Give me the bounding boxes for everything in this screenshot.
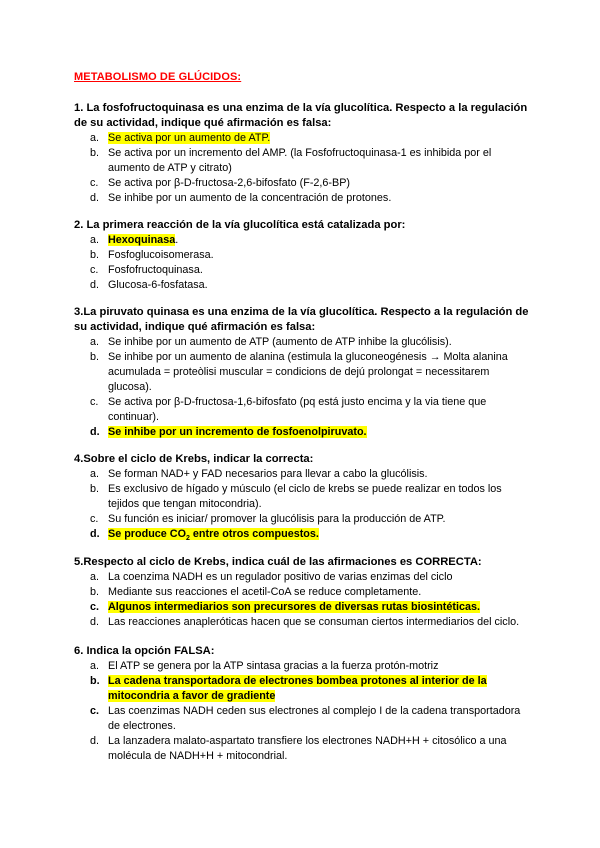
- option-a: a. Se inhibe por un aumento de ATP (aumento de ATP inhibe la glucólisis).: [90, 336, 452, 348]
- option-d: d. La lanzadera malato-aspartato transfiere los electrones NADH+H + citosólico a una molécula de NADH+H + mitocondrial.: [90, 735, 507, 762]
- page-title: METABOLISMO DE GLÚCIDOS:: [74, 71, 242, 83]
- option-b: b. Se inhibe por un aumento de alanina (estimula la gluconeogénesis → Molta alanina acumulada = proteòlisi muscular = condicions de dejú prolongat = necessitarem glucosa).: [90, 351, 508, 393]
- option-d: d. Se inhibe por un incremento de fosfoenolpiruvato.: [90, 426, 367, 438]
- option-a: a. El ATP se genera por la ATP sintasa gracias a la fuerza protón-motriz: [90, 660, 439, 672]
- highlighted-answer: La cadena transportadora de electrones bombea protones al interior de la mitocondria a favor de gradiente: [108, 675, 487, 702]
- options-list: [74, 467, 534, 546]
- options-list: [74, 233, 534, 293]
- option-d: d. Se produce $CO_2$ entre otros compuestos.: [90, 528, 319, 543]
- option-d: d. Glucosa-6-fosfatasa.: [90, 279, 208, 291]
- question-4: [74, 452, 534, 546]
- question-text: 3.La piruvato quinasa es una enzima de la vía glucolítica. Respecto a la regulación de su actividad, indique qué afirmación es falsa:: [74, 306, 529, 333]
- question-6: [74, 644, 534, 764]
- option-a: a. Se activa por un aumento de ATP.: [90, 132, 271, 144]
- options-list: [74, 131, 534, 206]
- option-a: a. La coenzima NADH es un regulador positivo de varias enzimas del ciclo: [90, 571, 453, 583]
- question-5: [74, 555, 534, 630]
- option-c: c. Fosfofructoquinasa.: [90, 264, 203, 276]
- option-c: c. Algunos intermediarios son precursores de diversas rutas biosintéticas.: [90, 601, 481, 613]
- question-text: 1. La fosfofructoquinasa es una enzima de la vía glucolítica. Respecto a la regulación de su actividad, indique qué afirmación es falsa:: [74, 102, 528, 129]
- option-d: d. Se inhibe por un aumento de la concentración de protones.: [90, 192, 392, 204]
- option-b: b. Mediante sus reacciones el acetil-CoA se reduce completamente.: [90, 586, 422, 598]
- option-b: b. Es exclusivo de hígado y músculo (el ciclo de krebs se puede realizar en todos los tejidos que tengan mitocondria).: [90, 483, 502, 510]
- question-1: [74, 101, 534, 206]
- option-b: b. Se activa por un incremento del AMP. (la Fosfofructoquinasa-1 es inhibida por el aumento de ATP y citrato): [90, 147, 492, 174]
- option-a: a. Hexoquinasa.: [90, 234, 179, 246]
- options-list: [74, 570, 534, 630]
- option-c: c. Las coenzimas NADH ceden sus electrones al complejo I de la cadena transportadora de electrones.: [90, 705, 521, 732]
- highlighted-answer: Se produce $CO_2$ entre otros compuestos.: [108, 528, 319, 543]
- highlighted-answer: Se activa por un aumento de ATP.: [108, 132, 271, 144]
- highlighted-answer: Se inhibe por un incremento de fosfoenolpiruvato.: [108, 426, 367, 438]
- question-3: [74, 305, 534, 440]
- options-list: [74, 335, 534, 440]
- question-text: 4.Sobre el ciclo de Krebs, indicar la correcta:: [74, 453, 314, 465]
- question-text: 2. La primera reacción de la vía glucolítica está catalizada por:: [74, 219, 406, 231]
- option-c: c. Su función es iniciar/ promover la glucólisis para la producción de ATP.: [90, 513, 446, 525]
- option-b: b. La cadena transportadora de electrones bombea protones al interior de la mitocondria a favor de gradiente: [90, 675, 487, 702]
- option-a: a. Se forman NAD+ y FAD necesarios para llevar a cabo la glucólisis.: [90, 468, 428, 480]
- option-b: b. Fosfoglucoisomerasa.: [90, 249, 214, 261]
- question-text: 5.Respecto al ciclo de Krebs, indica cuál de las afirmaciones es CORRECTA:: [74, 556, 482, 568]
- highlighted-answer: Algunos intermediarios son precursores de diversas rutas biosintéticas.: [108, 601, 481, 613]
- options-list: [74, 659, 534, 764]
- option-d: d. Las reacciones anapleróticas hacen que se consuman ciertos intermediarios del ciclo.: [90, 616, 520, 628]
- question-2: [74, 218, 534, 293]
- highlighted-answer: Hexoquinasa: [108, 234, 176, 246]
- option-c: c. Se activa por β-D-fructosa-1,6-bifosfato (pq está justo encima y la via tiene que continuar).: [90, 396, 487, 423]
- option-c: c. Se activa por β-D-fructosa-2,6-bifosfato (F-2,6-BP): [90, 177, 351, 189]
- question-text: 6. Indica la opción FALSA:: [74, 645, 215, 657]
